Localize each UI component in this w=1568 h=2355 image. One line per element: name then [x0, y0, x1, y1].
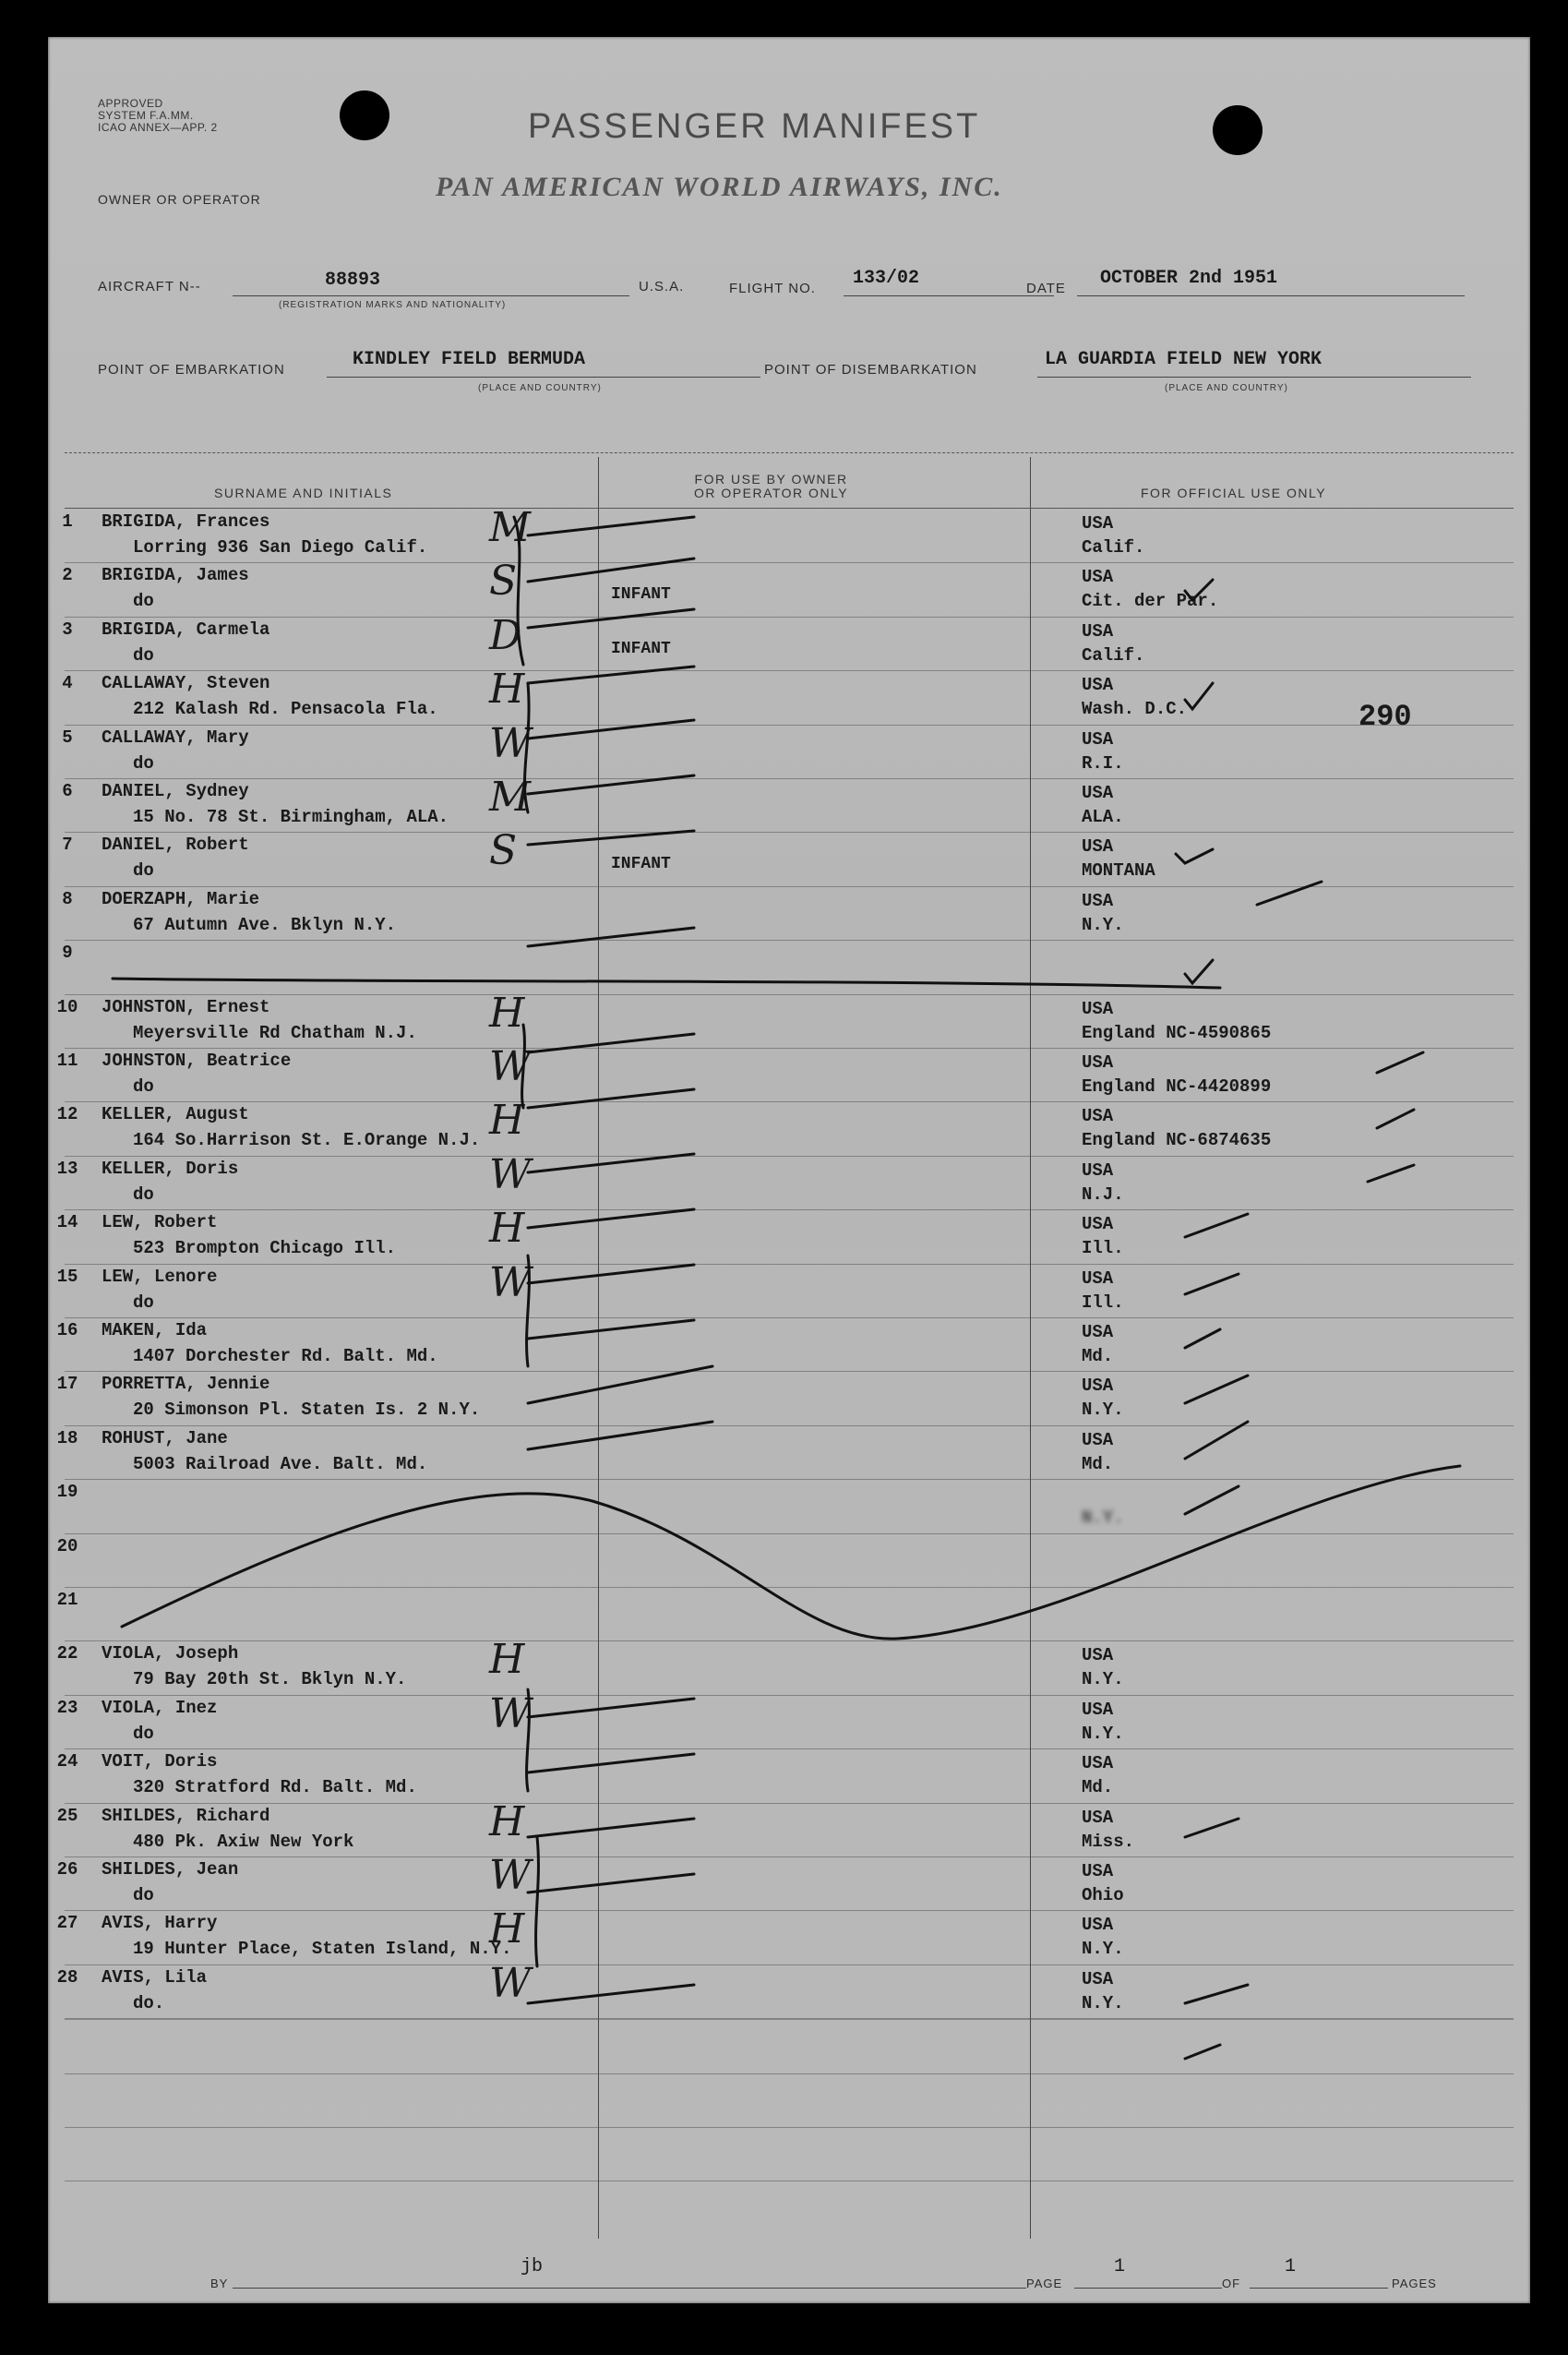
- handwritten-mark: S: [489, 558, 518, 606]
- residence-value: N.Y.: [1082, 1400, 1124, 1421]
- aircraft-country: U.S.A.: [639, 279, 685, 294]
- check-14: [1185, 1274, 1239, 1294]
- nationality-value: USA: [1082, 1645, 1114, 1666]
- nationality-value: USA: [1082, 1376, 1114, 1397]
- row-number: 21: [56, 1590, 78, 1610]
- residence-value: England NC-6874635: [1082, 1130, 1272, 1151]
- nationality-value: USA: [1082, 1429, 1114, 1450]
- mark-line-24: [528, 1819, 694, 1837]
- passenger-name: LEW, Robert: [102, 1212, 218, 1233]
- bracket-stroke-5: [527, 1689, 530, 1791]
- passenger-name: BRIGIDA, Frances: [102, 511, 270, 532]
- footer-of-label: OF: [1222, 2277, 1241, 2290]
- flight-label: FLIGHT NO.: [729, 281, 816, 296]
- passenger-address: do: [133, 644, 154, 666]
- carrier-name: PAN AMERICAN WORLD AIRWAYS, INC.: [436, 172, 1003, 202]
- mark-line-8: [528, 928, 694, 946]
- mark-line-13: [528, 1209, 694, 1228]
- manifest-sheet: [48, 37, 1530, 2303]
- footer-by-label: BY: [210, 2277, 229, 2290]
- passenger-address: do: [133, 1076, 154, 1097]
- check-10: [1377, 1052, 1423, 1073]
- residence-value: Md.: [1082, 1777, 1114, 1798]
- date-label: DATE: [1026, 281, 1066, 296]
- passenger-address: do: [133, 1184, 154, 1205]
- handwritten-mark: S: [489, 827, 518, 875]
- passenger-address: Lorring 936 San Diego Calif.: [133, 537, 428, 558]
- row-number: 4: [62, 673, 73, 694]
- residence-value: England NC-4420899: [1082, 1076, 1272, 1097]
- passenger-name: VIOLA, Joseph: [102, 1643, 239, 1664]
- row-number: 24: [56, 1751, 78, 1772]
- footer-page-value: 1: [1114, 2256, 1126, 2277]
- nationality-value: USA: [1082, 675, 1114, 696]
- column-header-owner-use: FOR USE BY OWNER OR OPERATOR ONLY: [694, 472, 849, 500]
- mark-line-5: [528, 720, 694, 739]
- residence-value: Ohio: [1082, 1885, 1124, 1905]
- handwritten-mark: H: [489, 1097, 525, 1145]
- disembark-label: POINT OF DISEMBARKATION: [764, 362, 977, 378]
- residence-value: Miss.: [1082, 1831, 1135, 1852]
- row-number: 10: [56, 996, 78, 1017]
- passenger-address: do: [133, 1292, 154, 1313]
- passenger-name: CALLAWAY, Mary: [102, 727, 249, 748]
- residence-value: MONTANA: [1082, 860, 1155, 882]
- handwritten-mark: W: [489, 1959, 532, 2007]
- nationality-value: USA: [1082, 1753, 1114, 1774]
- handwritten-mark: W: [489, 1150, 532, 1198]
- row-number: 11: [56, 1051, 78, 1071]
- passenger-name: MAKEN, Ida: [102, 1320, 208, 1340]
- footer-by-value: jb: [521, 2256, 544, 2277]
- handwritten-mark: H: [489, 1797, 525, 1845]
- disembark-value: LA GUARDIA FIELD NEW YORK: [1045, 349, 1323, 370]
- row-number: 25: [56, 1805, 78, 1826]
- nationality-value: USA: [1082, 1699, 1114, 1720]
- row-number: 3: [62, 619, 73, 640]
- handwriting-overlay: [48, 37, 1530, 2303]
- check-6: [1176, 849, 1213, 863]
- passenger-name: LEW, Lenore: [102, 1266, 218, 1287]
- passenger-address: 480 Pk. Axiw New York: [133, 1831, 354, 1852]
- row-number: 9: [62, 943, 73, 964]
- bracket-stroke-4: [527, 1256, 530, 1366]
- infant-remark: INFANT: [611, 639, 671, 658]
- handwritten-mark: H: [489, 989, 525, 1037]
- handwritten-mark: H: [489, 666, 525, 714]
- mark-line-17: [528, 1422, 712, 1449]
- mark-line-25: [528, 1874, 694, 1892]
- check-16: [1185, 1376, 1248, 1403]
- handwritten-mark: W: [489, 1258, 532, 1306]
- nationality-value: USA: [1082, 567, 1114, 588]
- aircraft-sublabel: (REGISTRATION MARKS AND NATIONALITY): [279, 300, 507, 310]
- handwritten-mark: W: [489, 1043, 532, 1090]
- passenger-address: 164 So.Harrison St. E.Orange N.J.: [133, 1130, 481, 1151]
- passenger-name: PORRETTA, Jennie: [102, 1374, 270, 1395]
- residence-value: Ill.: [1082, 1292, 1124, 1313]
- mark-line-10: [528, 1034, 694, 1052]
- row-number: 16: [56, 1320, 78, 1340]
- row-number: 12: [56, 1104, 78, 1125]
- passenger-address: 320 Stratford Rd. Balt. Md.: [133, 1777, 417, 1798]
- check-17: [1185, 1422, 1248, 1459]
- passenger-name: KELLER, August: [102, 1104, 249, 1125]
- embark-label: POINT OF EMBARKATION: [98, 362, 285, 378]
- row-number: 17: [56, 1374, 78, 1395]
- infant-remark: INFANT: [611, 585, 671, 605]
- footer-page-underline: [1074, 2288, 1222, 2289]
- aircraft-label: AIRCRAFT N--: [98, 279, 201, 294]
- bracket-stroke-3: [522, 1025, 525, 1108]
- passenger-name: BRIGIDA, Carmela: [102, 619, 270, 640]
- mark-line-12: [528, 1154, 694, 1172]
- row-number: 20: [56, 1535, 78, 1556]
- handwritten-mark: W: [489, 719, 532, 767]
- row-number: 27: [56, 1913, 78, 1934]
- row-number: 22: [56, 1643, 78, 1664]
- passenger-name: SHILDES, Richard: [102, 1805, 270, 1826]
- row-number: 15: [56, 1266, 78, 1287]
- residence-value: N.Y.: [1082, 914, 1124, 935]
- handwritten-mark: D: [489, 611, 522, 659]
- footer-of-underline: [1250, 2288, 1388, 2289]
- nationality-value: USA: [1082, 620, 1114, 642]
- nationality-value: USA: [1082, 890, 1114, 911]
- residence-value: Wash. D.C.: [1082, 699, 1188, 720]
- handwritten-mark: M: [489, 504, 532, 551]
- mark-line-16: [528, 1366, 712, 1403]
- footer-page-label: PAGE: [1026, 2277, 1063, 2290]
- nationality-value: USA: [1082, 1106, 1114, 1127]
- passenger-name: CALLAWAY, Steven: [102, 673, 270, 694]
- column-header-surname: SURNAME AND INITIALS: [214, 486, 393, 500]
- embark-sublabel: (PLACE AND COUNTRY): [478, 383, 602, 393]
- residence-value: ALA.: [1082, 807, 1124, 827]
- row-number: 5: [62, 727, 73, 748]
- nationality-value: USA: [1082, 1052, 1114, 1073]
- residence-value: Md.: [1082, 1453, 1114, 1474]
- disembark-sublabel: (PLACE AND COUNTRY): [1165, 383, 1288, 393]
- handwritten-mark: H: [489, 1905, 525, 1953]
- row-number: 8: [62, 888, 73, 909]
- passenger-address: 5003 Railroad Ave. Balt. Md.: [133, 1453, 428, 1474]
- handwritten-mark: W: [489, 1852, 532, 1899]
- row-number: 28: [56, 1966, 78, 1988]
- check-7: [1257, 882, 1322, 905]
- passenger-address: 15 No. 78 St. Birmingham, ALA.: [133, 807, 449, 827]
- mark-line-2: [528, 559, 694, 582]
- flight-number: 133/02: [853, 268, 920, 289]
- row-number: 13: [56, 1158, 78, 1179]
- nationality-value: USA: [1082, 1915, 1114, 1936]
- passenger-address: 79 Bay 20th St. Bklyn N.Y.: [133, 1669, 407, 1690]
- row-number: 18: [56, 1427, 78, 1448]
- passenger-name: VOIT, Doris: [102, 1751, 218, 1772]
- residence-value: R.I.: [1082, 752, 1124, 774]
- passenger-name: KELLER, Doris: [102, 1158, 239, 1179]
- residence-value: Cit. der Par.: [1082, 591, 1219, 612]
- check-15: [1185, 1329, 1220, 1348]
- passenger-address: do: [133, 752, 154, 774]
- mark-line-4: [528, 667, 694, 683]
- embark-value: KINDLEY FIELD BERMUDA: [353, 349, 586, 370]
- residence-value: N.Y.: [1082, 1669, 1124, 1690]
- nationality-value: USA: [1082, 1807, 1114, 1828]
- approval-stamp: APPROVED SYSTEM F.A.MM. ICAO ANNEX—APP. 2: [98, 97, 218, 134]
- nationality-value: USA: [1082, 1268, 1114, 1289]
- passenger-address: 523 Brompton Chicago Ill.: [133, 1238, 397, 1259]
- footer-pages-label: PAGES: [1392, 2277, 1437, 2290]
- residence-value: Calif.: [1082, 644, 1145, 666]
- row-number: 26: [56, 1859, 78, 1880]
- passenger-name: AVIS, Lila: [102, 1966, 208, 1988]
- bracket-stroke-6: [536, 1837, 539, 1966]
- residence-value: Ill.: [1082, 1238, 1124, 1259]
- nationality-value: USA: [1082, 1214, 1114, 1235]
- residence-value: England NC-4590865: [1082, 1022, 1272, 1043]
- footer-by-underline: [233, 2288, 1026, 2289]
- row-number: 2: [62, 565, 73, 586]
- nationality-value: USA: [1082, 513, 1114, 534]
- passenger-address: do: [133, 1723, 154, 1744]
- handwritten-mark: W: [489, 1689, 532, 1737]
- residence-value: N.Y.: [1082, 1508, 1124, 1529]
- passenger-address: do: [133, 860, 154, 882]
- check-1: [1185, 580, 1213, 600]
- mark-line-7: [528, 831, 694, 845]
- mark-line-23: [528, 1754, 694, 1772]
- owner-label: OWNER OR OPERATOR: [98, 192, 261, 207]
- nationality-value: USA: [1082, 728, 1114, 750]
- check-8: [1185, 960, 1213, 983]
- check-24: [1185, 1819, 1239, 1837]
- passenger-name: BRIGIDA, James: [102, 565, 249, 586]
- check-11: [1377, 1110, 1414, 1128]
- cross-out-row-9: [113, 979, 1220, 988]
- row-number: 19: [56, 1482, 78, 1503]
- residence-value: N.Y.: [1082, 1723, 1124, 1744]
- passenger-address: 212 Kalash Rd. Pensacola Fla.: [133, 699, 438, 720]
- passenger-address: Meyersville Rd Chatham N.J.: [133, 1022, 417, 1043]
- passenger-name: SHILDES, Jean: [102, 1859, 239, 1880]
- check-27: [1185, 1985, 1248, 2003]
- strike-curve-rows-19-21: [122, 1466, 1460, 1639]
- passenger-address: do.: [133, 1992, 165, 2013]
- passenger-name: JOHNSTON, Ernest: [102, 996, 270, 1017]
- passenger-name: DANIEL, Robert: [102, 835, 249, 856]
- handwritten-mark: M: [489, 774, 532, 821]
- mark-line-14: [528, 1265, 694, 1283]
- column-header-official: FOR OFFICIAL USE ONLY: [1141, 486, 1327, 500]
- nationality-value: USA: [1082, 783, 1114, 803]
- mark-line-1: [528, 517, 694, 535]
- check-18: [1185, 1486, 1239, 1514]
- tally-number: 290: [1359, 700, 1412, 734]
- infant-remark: INFANT: [611, 855, 671, 874]
- handwritten-mark: H: [489, 1636, 525, 1684]
- nationality-value: USA: [1082, 998, 1114, 1019]
- passenger-name: JOHNSTON, Beatrice: [102, 1051, 292, 1071]
- page-title: PASSENGER MANIFEST: [528, 107, 981, 146]
- mark-line-22: [528, 1699, 694, 1717]
- handwritten-mark: H: [489, 1205, 525, 1253]
- check-28: [1185, 2045, 1220, 2059]
- footer-of-value: 1: [1285, 2256, 1297, 2277]
- passenger-name: DOERZAPH, Marie: [102, 888, 260, 909]
- nationality-value: USA: [1082, 1159, 1114, 1181]
- passenger-address: 20 Simonson Pl. Staten Is. 2 N.Y.: [133, 1400, 481, 1421]
- passenger-name: DANIEL, Sydney: [102, 781, 249, 801]
- mark-line-3: [528, 609, 694, 628]
- bracket-stroke-1: [514, 517, 523, 665]
- residence-value: Calif.: [1082, 537, 1145, 558]
- check-3: [1185, 683, 1213, 709]
- residence-value: N.Y.: [1082, 1939, 1124, 1960]
- passenger-address: 67 Autumn Ave. Bklyn N.Y.: [133, 914, 397, 935]
- check-12: [1368, 1165, 1414, 1182]
- passenger-address: do: [133, 591, 154, 612]
- residence-value: N.J.: [1082, 1184, 1124, 1205]
- residence-value: Md.: [1082, 1346, 1114, 1366]
- residence-value: N.Y.: [1082, 1992, 1124, 2013]
- row-number: 1: [62, 511, 73, 532]
- row-number: 14: [56, 1212, 78, 1233]
- mark-line-15: [528, 1320, 694, 1339]
- passenger-name: ROHUST, Jane: [102, 1427, 228, 1448]
- row-number: 23: [56, 1697, 78, 1718]
- nationality-value: USA: [1082, 1968, 1114, 1989]
- passenger-address: 19 Hunter Place, Staten Island, N.Y.: [133, 1939, 512, 1960]
- nationality-value: USA: [1082, 836, 1114, 858]
- aircraft-number: 88893: [325, 270, 381, 291]
- passenger-name: VIOLA, Inez: [102, 1697, 218, 1718]
- flight-date: OCTOBER 2nd 1951: [1100, 268, 1278, 289]
- row-number: 6: [62, 781, 73, 801]
- mark-line-11: [528, 1089, 694, 1108]
- passenger-name: AVIS, Harry: [102, 1913, 218, 1934]
- nationality-value: USA: [1082, 1322, 1114, 1342]
- passenger-address: 1407 Dorchester Rd. Balt. Md.: [133, 1346, 438, 1366]
- nationality-value: USA: [1082, 1861, 1114, 1881]
- mark-line-6: [528, 775, 694, 794]
- check-13: [1185, 1214, 1248, 1237]
- passenger-address: do: [133, 1885, 154, 1905]
- mark-line-27: [528, 1985, 694, 2003]
- row-number: 7: [62, 835, 73, 856]
